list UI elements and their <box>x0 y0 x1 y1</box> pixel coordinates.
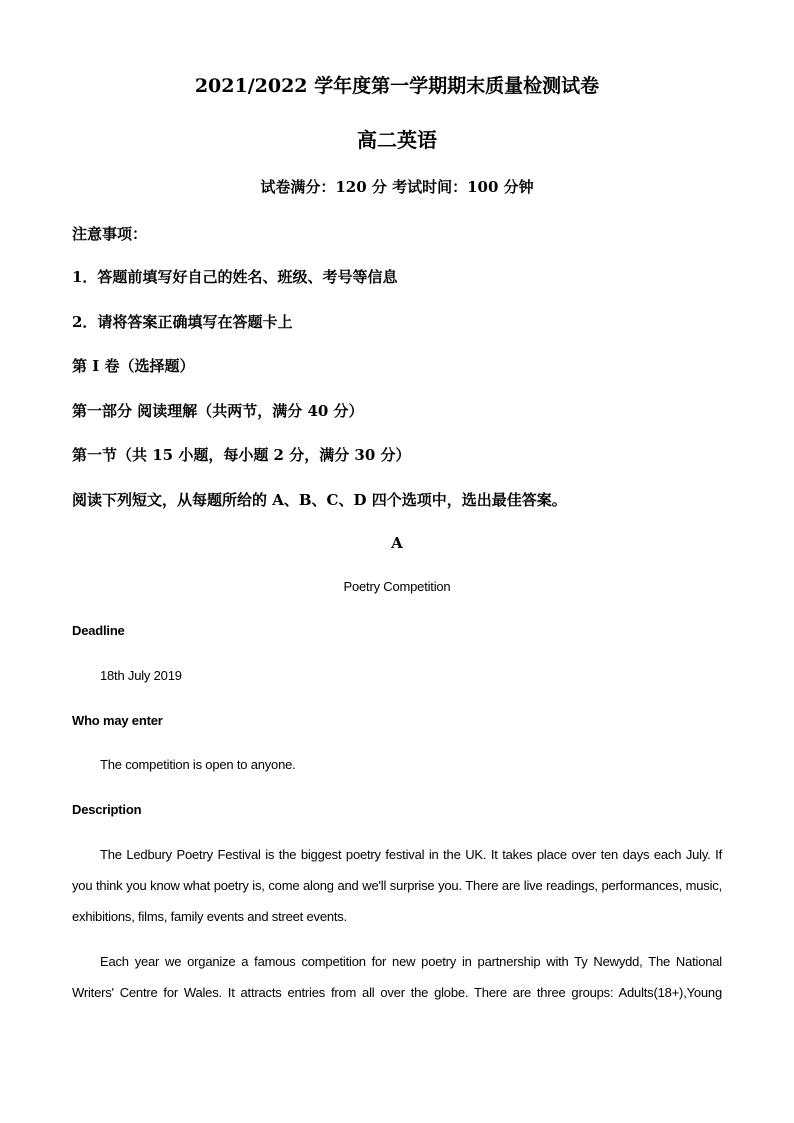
paragraph-line: The Ledbury Poetry Festival is the biggest poetry festival in the UK. It takes place over ten days each July. If <box>100 847 722 862</box>
paragraph-line: Each year we organize a famous competition for new poetry in partnership with Ty Newydd, The National <box>100 954 722 969</box>
paragraph-line: exhibitions, films, family events and street events. <box>72 909 348 924</box>
who-value: The competition is open to anyone. <box>100 757 296 772</box>
description-paragraph-1 <box>72 839 722 932</box>
deadline-label: Deadline <box>72 623 125 638</box>
note-item: 1．答题前填写好自己的姓名、班级、考号等信息 <box>72 268 398 286</box>
passage-title: Poetry Competition <box>343 579 451 594</box>
passage-letter: A <box>391 534 403 552</box>
paragraph-line: you think you know what poetry is, come along and we'll surprise you. There are live readings, performances, music, <box>72 878 722 893</box>
note-item: 2．请将答案正确填写在答题卡上 <box>72 313 293 331</box>
who-label: Who may enter <box>72 713 163 728</box>
volume-heading: 第 I 卷（选择题） <box>72 357 195 375</box>
description-paragraph-2 <box>72 946 722 1008</box>
notes-heading: 注意事项： <box>72 225 148 243</box>
deadline-value: 18th July 2019 <box>100 668 182 683</box>
subsection-heading: 第一节（共 15 小题，每小题 2 分，满分 30 分） <box>72 446 411 464</box>
instruction-text: 阅读下列短文，从每题所给的 A、B、C、D 四个选项中，选出最佳答案。 <box>72 491 567 509</box>
paragraph-line: Writers' Centre for Wales. It attracts entries from all over the globe. There are three groups: Adults(18+),Young <box>72 985 722 1000</box>
exam-subject: 高二英语 <box>357 128 437 152</box>
description-label: Description <box>72 802 142 817</box>
exam-title: 2021/2022 学年度第一学期期末质量检测试卷 <box>194 75 600 97</box>
exam-info: 试卷满分：120 分 考试时间：100 分钟 <box>260 178 534 196</box>
part-heading: 第一部分 阅读理解（共两节，满分 40 分） <box>72 402 364 420</box>
